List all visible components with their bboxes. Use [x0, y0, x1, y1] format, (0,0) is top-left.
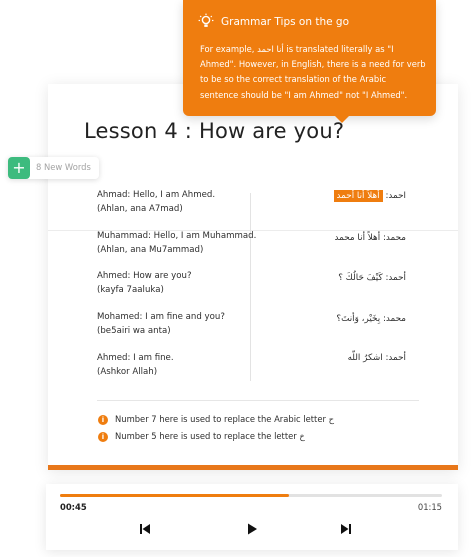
- dialogue-line-en-2: [97, 230, 256, 257]
- progress-fill: [60, 494, 289, 497]
- new-words-button[interactable]: [8, 157, 99, 179]
- tooltip-title: Grammar Tips on the go: [221, 16, 349, 28]
- total-time: 01:15: [417, 502, 442, 512]
- lesson-title: Lesson 4 : How are you?: [84, 119, 345, 143]
- dialogue-en-text: Ahmed: I am fine.: [97, 353, 174, 363]
- dialogue-translit: (Ashkor Allah): [97, 366, 158, 377]
- plus-icon[interactable]: +: [8, 157, 30, 179]
- skip-back-icon[interactable]: [138, 522, 152, 536]
- dialogue-line-en-4: [97, 311, 225, 338]
- note-text: Number 7 here is used to replace the Arabic letter ح: [115, 414, 334, 424]
- dialogue-line-ar-2[interactable]: [335, 233, 406, 243]
- dialogue-ar-speaker: أحمد:: [385, 353, 406, 363]
- dialogue-ar-speaker: محمد:: [382, 314, 406, 324]
- dialogue-en-text: Ahmad: Hello, I am Ahmed.: [97, 190, 216, 200]
- dialogue-translit: (be5airi wa anta): [97, 325, 171, 336]
- play-icon[interactable]: [245, 522, 259, 536]
- dialogue-ar-speaker: محمد:: [382, 233, 406, 243]
- notes-divider: [97, 400, 419, 401]
- current-time: 00:45: [60, 502, 87, 512]
- dialogue-line-en-5: [97, 352, 174, 379]
- card-accent-bar: [48, 465, 458, 470]
- info-icon: i: [98, 415, 108, 425]
- dialogue-en-text: Muhammad: Hello, I am Muhammad.: [97, 231, 257, 241]
- progress-track[interactable]: [60, 494, 442, 497]
- dialogue-ar-text[interactable]: بِخَيْر، وَأنتَ؟: [336, 314, 381, 324]
- dialogue-en-text: Mohamed: I am fine and you?: [97, 312, 225, 322]
- dialogue-ar-speaker: أحمد:: [385, 273, 406, 283]
- dialogue-line-ar-4[interactable]: [336, 314, 406, 324]
- dialogue-translit: (kayfa 7aaluka): [97, 284, 164, 295]
- dialogue-ar-text[interactable]: كَيْفَ حَالُكَ ؟: [338, 273, 383, 283]
- note-text: Number 5 here is used to replace the letter خ: [115, 431, 305, 441]
- grammar-tip-tooltip: [183, 0, 436, 116]
- dialogue-line-en-1: [97, 189, 215, 216]
- dialogue-translit: (Ahlan, ana Mu7ammad): [97, 244, 204, 255]
- audio-player: [46, 484, 458, 550]
- column-divider: [250, 193, 251, 381]
- dialogue-en-text: Ahmed: How are you?: [97, 271, 192, 281]
- dialogue-ar-speaker: احمد:: [385, 191, 406, 201]
- skip-forward-icon[interactable]: [339, 522, 353, 536]
- highlighted-arabic-text[interactable]: أهلاً أنا أحمد: [334, 190, 383, 202]
- dialogue-line-ar-1[interactable]: [334, 191, 406, 201]
- lightbulb-icon: [198, 13, 214, 31]
- dialogue-line-en-3: [97, 270, 192, 297]
- dialogue-translit: (Ahlan, ana A7mad): [97, 203, 183, 214]
- dialogue-line-ar-5[interactable]: [348, 353, 406, 363]
- dialogue-ar-text[interactable]: اشكرُ اللّه: [347, 353, 383, 363]
- new-words-label: 8 New Words: [36, 162, 91, 172]
- tooltip-body: For example, أنا احمد is translated literally as "I Ahmed". However, in English, there is a need for verb to be so the correct translation of the Arabic sentence should be "I am Ahmed" not "I Ahmed".: [200, 44, 426, 100]
- dialogue-ar-text[interactable]: أهلاً أنا محمد: [334, 233, 381, 243]
- dialogue-line-ar-3[interactable]: [338, 273, 406, 283]
- info-icon: i: [98, 432, 108, 442]
